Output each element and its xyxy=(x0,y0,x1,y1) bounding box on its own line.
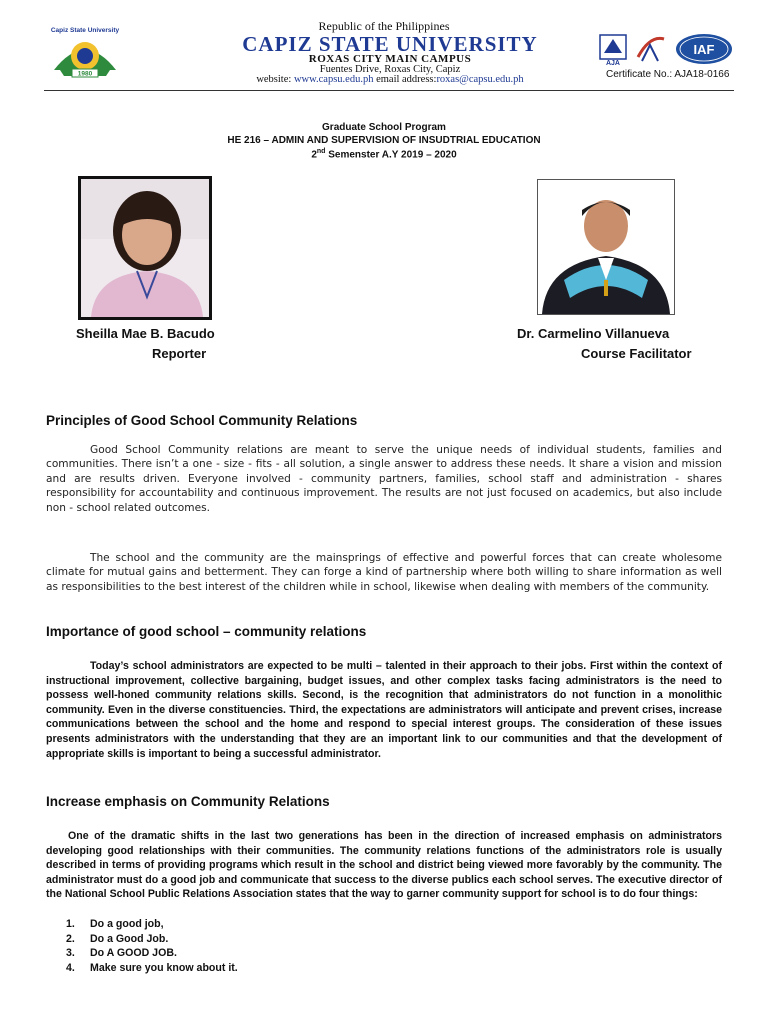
paragraph-text: Today’s school administrators are expected to be multi – talented in their approach to their jobs. First within the context of instructional improvement, collective bargaining, budget issues, and other complex tasks facing administrators is the need to possess well-honed community relations skills. Second, is the recognition that administrators do not function in a monolithic community. Even in the diverse constituencies. Third, the expectations are administrators will anticipate and prevent crises, increase communications between the school and the home and respond to special interest groups. The consideration of these issues presents administrators with the understanding that they are an important link to our communities and that the development of appropriate skills is important to being a successful administrator. xyxy=(46,660,722,760)
header-campus: ROXAS CITY MAIN CAMPUS xyxy=(308,53,472,65)
header-republic: Republic of the Philippines xyxy=(318,19,450,33)
section-heading-principles: Principles of Good School Community Relations xyxy=(46,413,358,428)
paragraph-text: Good School Community relations are meant to serve the unique needs of individual students, families and communities. There isn’t a one - size - fits - all solution, a single answer to address these needs. It share a vision and mission and are results driven. Everyone involved - community partners, families, school staff and administration - shares responsibility for accountability and continuous improvement. The results are not just focused on academics, but also include non - school related outcomes. xyxy=(46,444,722,514)
header-contact xyxy=(190,74,590,85)
reporter-photo xyxy=(78,176,212,320)
logo-year: 1980 xyxy=(77,70,93,78)
paragraph-principles-2 xyxy=(46,551,722,594)
course-title: HE 216 – ADMIN AND SUPERVISION OF INSUDTRIAL EDUCATION xyxy=(227,135,541,146)
paragraph-importance xyxy=(46,659,722,761)
list-item: 1. Do a good job, xyxy=(66,918,164,930)
reporter-role: Reporter xyxy=(152,346,207,361)
email-label: email address: xyxy=(376,74,437,85)
list-item: 4. Make sure you know about it. xyxy=(66,961,238,974)
header-divider xyxy=(44,90,734,91)
aja-text: AJA xyxy=(605,60,621,67)
section-heading-importance: Importance of good school – community relations xyxy=(46,624,367,639)
semester-suffix: nd xyxy=(316,148,326,155)
paragraph-principles-1 xyxy=(46,443,722,515)
semester-line xyxy=(0,148,768,160)
semester-number: 2 xyxy=(311,149,317,161)
facilitator-photo xyxy=(537,179,675,315)
paragraph-emphasis xyxy=(46,829,722,902)
website-link[interactable]: www.capsu.edu.ph xyxy=(293,74,374,85)
facilitator-role: Course Facilitator xyxy=(581,346,692,361)
email-link[interactable]: roxas@capsu.edu.ph xyxy=(436,74,524,85)
header-university: CAPIZ STATE UNIVERSITY xyxy=(242,32,538,56)
logo-text: Capiz State University xyxy=(50,27,120,34)
list-item: 2. Do a Good Job. xyxy=(66,932,169,945)
facilitator-name: Dr. Carmelino Villanueva xyxy=(517,326,670,341)
certificate-number: Certificate No.: AJA18-0166 xyxy=(606,69,730,80)
semester-text: Semenster A.Y 2019 – 2020 xyxy=(325,149,457,161)
website-label: website: xyxy=(256,74,292,85)
four-things-list xyxy=(66,917,238,975)
iaf-text: IAF xyxy=(693,42,715,57)
paragraph-text: The school and the community are the mainsprings of effective and powerful forces that can create wholesome climate for mutual gains and betterment. They can forge a kind of partnership where both willing to share information as well as responsibilities to the best interest of the children while in school, likewise when dealing with members of the community. xyxy=(46,552,722,593)
header-address: Fuentes Drive, Roxas City, Capiz xyxy=(319,64,461,75)
paragraph-text: One of the dramatic shifts in the last two generations has been in the direction of increased emphasis on administrators developing good relationships with their communities. The community relations functions of the administrators role is usually described in terms of providing programs which result in the school and district being viewed more favorably by the community. The administrator must do a good job and communicate that success to the diverse publics each school serves. The executive director of the National School Public Relations Association states that the way to garner community support for school is to do four things: xyxy=(46,830,722,901)
section-heading-emphasis: Increase emphasis on Community Relations xyxy=(46,794,330,809)
program-title: Graduate School Program xyxy=(322,122,446,133)
list-item: 3. Do A GOOD JOB. xyxy=(66,947,177,960)
reporter-name: Sheilla Mae B. Bacudo xyxy=(76,326,215,341)
